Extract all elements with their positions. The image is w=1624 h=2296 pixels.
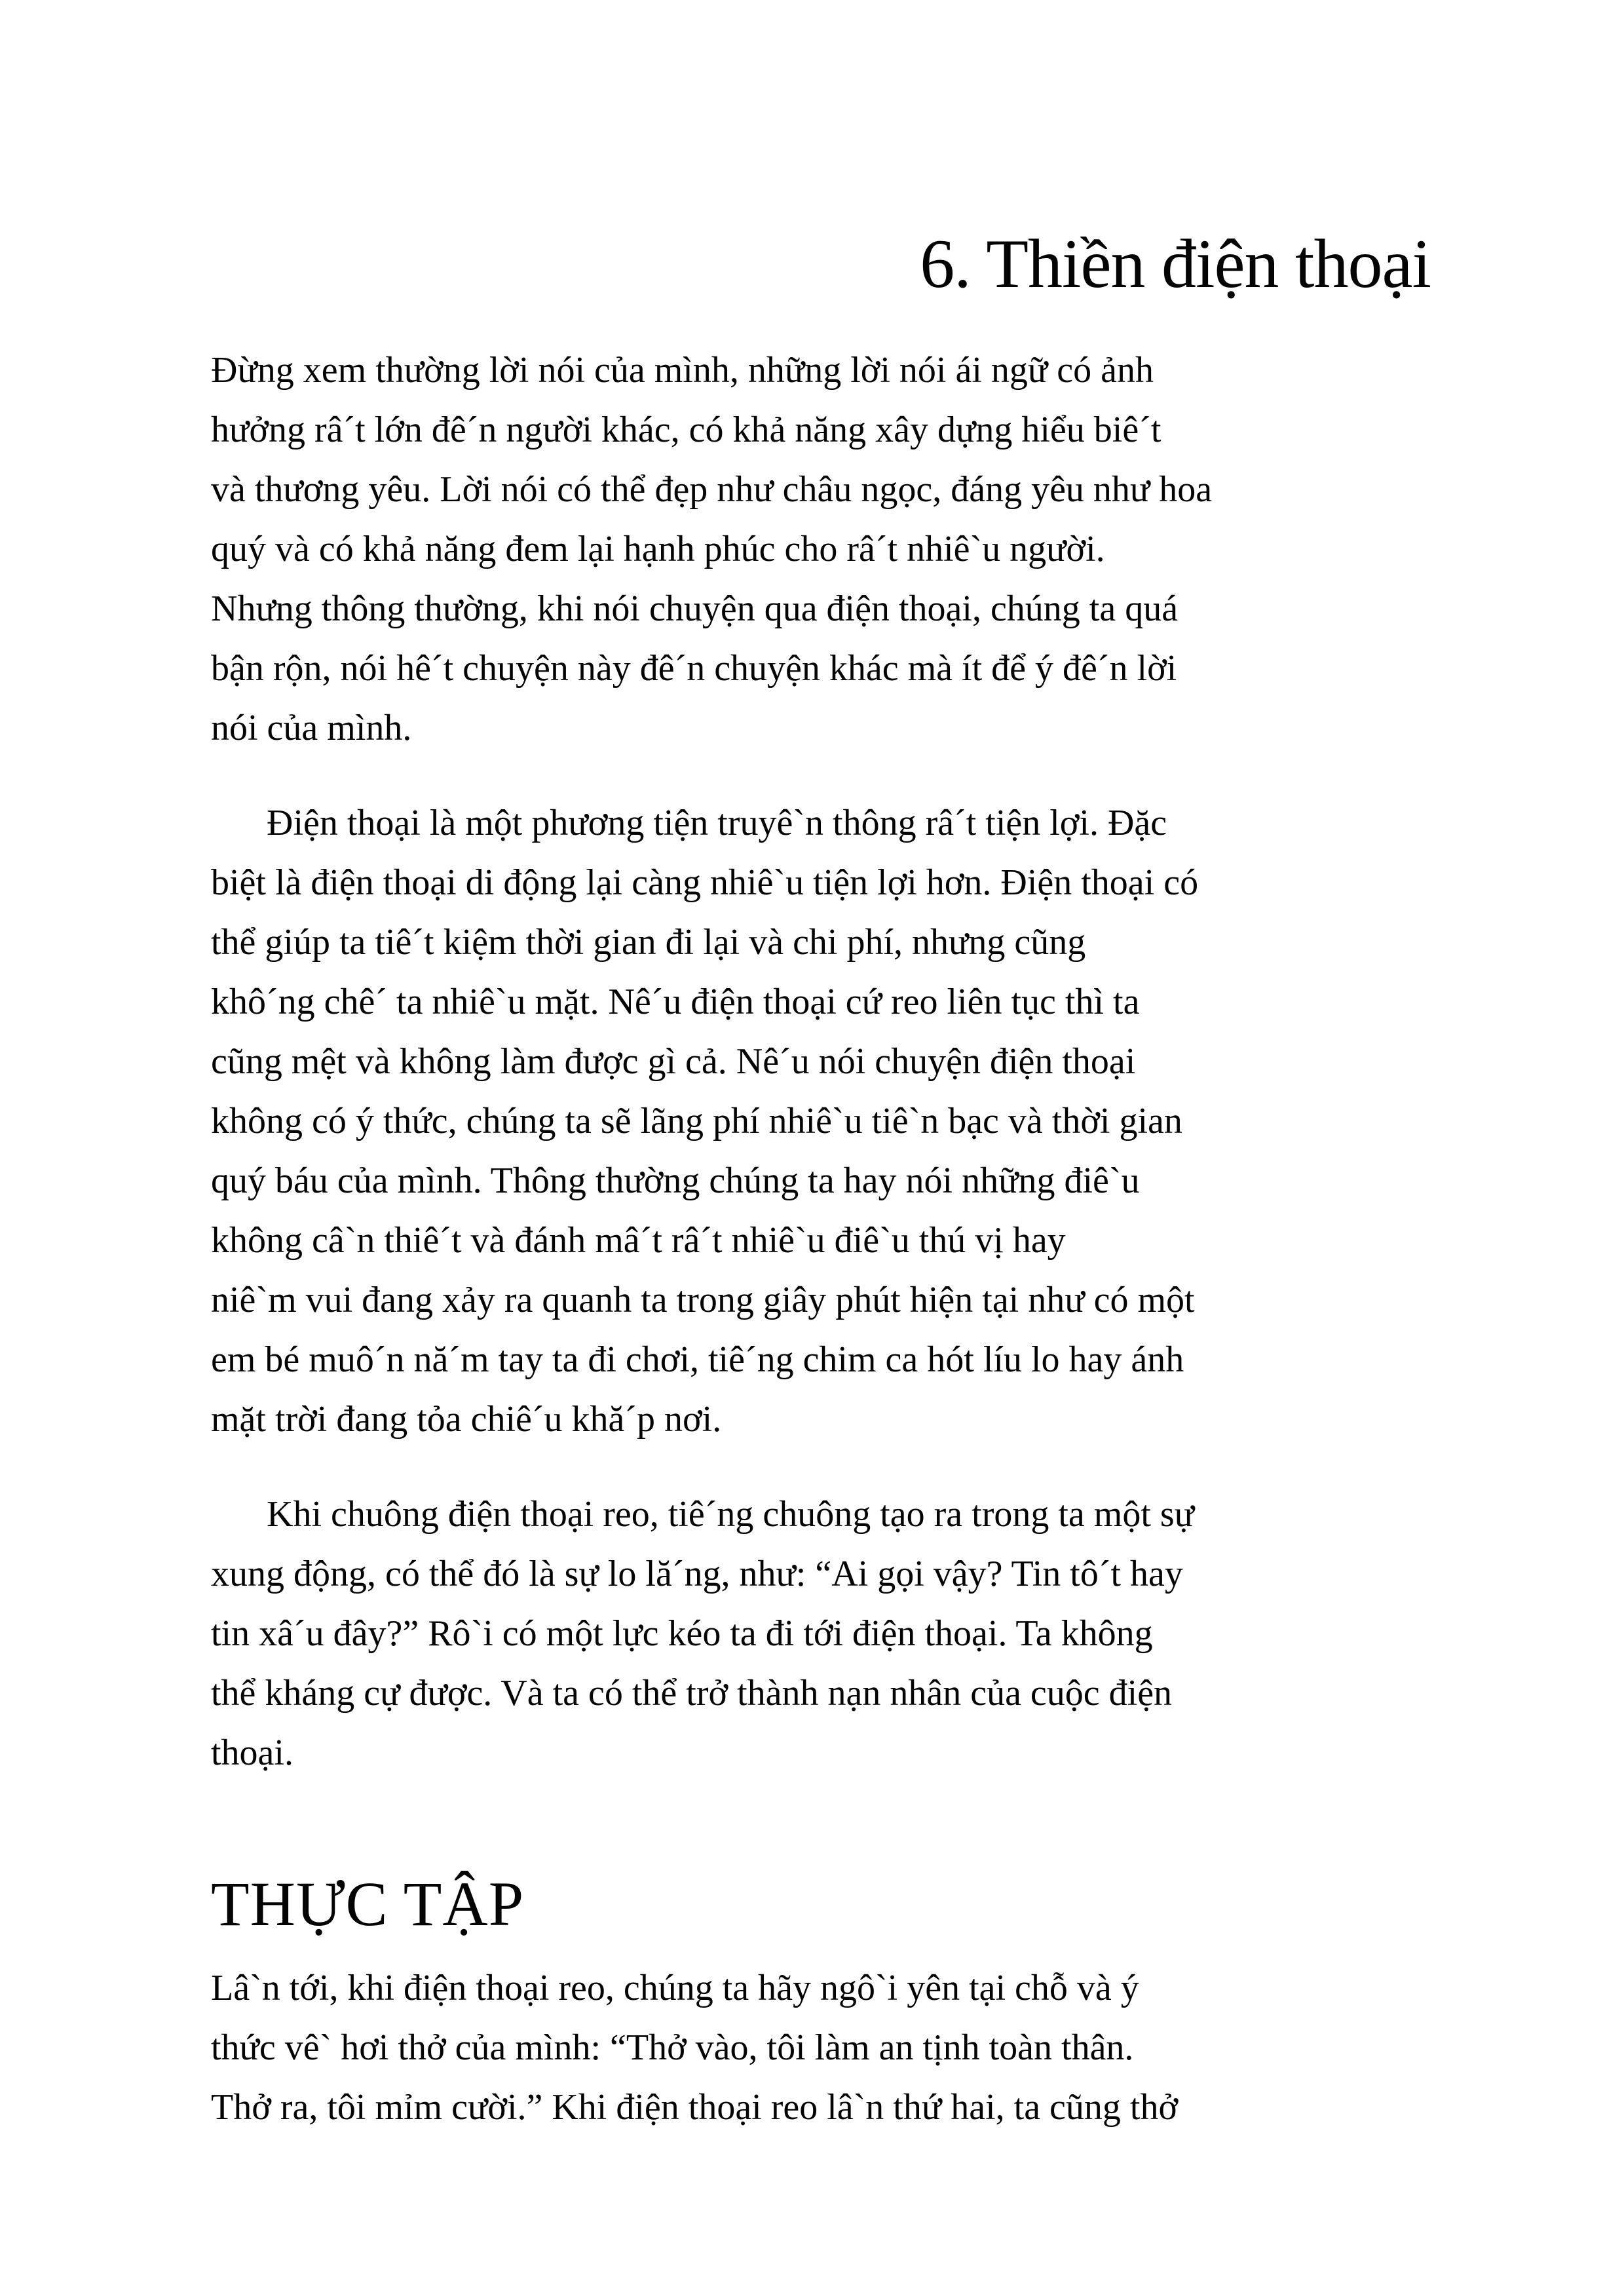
paragraph [211,341,1431,758]
text-line: bận rộn, nói hê´t chuyện này đê´n chuyện khác mà ít để ý đê´n lời [211,647,1177,689]
text-line: thức vê` hơi thở của mình: “Thở vào, tôi làm an tịnh toàn thân. [211,2027,1134,2068]
section-heading: THỰC TẬP [211,1868,525,1939]
text-line: và thương yêu. Lời nói có thể đẹp như châu ngọc, đáng yêu như hoa [211,469,1213,510]
text-line: thể kháng cự được. Và ta có thể trở thành nạn nhân của cuộc điện [211,1672,1173,1713]
text-line: quý và có khả năng đem lại hạnh phúc cho râ´t nhiê`u người. [211,528,1105,569]
text-line: Đừng xem thường lời nói của mình, những lời nói ái ngữ có ảnh [211,349,1154,391]
text-line: biệt là điện thoại di động lại càng nhiê`u tiện lợi hơn. Điện thoại có [211,862,1199,903]
text-line: em bé muô´n nă´m tay ta đi chơi, tiê´ng chim ca hót líu lo hay ánh [211,1339,1184,1380]
text-line: Nhưng thông thường, khi nói chuyện qua điện thoại, chúng ta quá [211,588,1179,629]
text-line: Lâ`n tới, khi điện thoại reo, chúng ta hãy ngô`i yên tại chỗ và ý [211,1967,1139,2008]
chapter-title: 6. Thiền điện thoại [920,225,1431,302]
text-line: cũng mệt và không làm được gì cả. Nê´u nói chuyện điện thoại [211,1041,1136,1082]
text-line: không câ`n thiê´t và đánh mâ´t râ´t nhiê`u điê`u thú vị hay [211,1219,1066,1261]
text-line: niê`m vui đang xảy ra quanh ta trong giây phút hiện tại như có một [211,1279,1195,1320]
paragraph [211,794,1431,1449]
text-line: quý báu của mình. Thông thường chúng ta hay nói những điê`u [211,1160,1140,1201]
text-line: tin xâ´u đây?” Rô`i có một lực kéo ta đi tới điện thoại. Ta không [211,1613,1153,1654]
text-line: Thở ra, tôi mỉm cười.” Khi điện thoại reo lâ`n thứ hai, ta cũng thở [211,2086,1179,2128]
text-line: xung động, có thể đó là sự lo lă´ng, như: “Ai gọi vậy? Tin tô´t hay [211,1553,1183,1594]
text-line: Điện thoại là một phương tiện truyê`n thông râ´t tiện lợi. Đặc [267,802,1167,843]
text-line: nói của mình. [211,707,412,748]
paragraph [211,1485,1431,1783]
text-line: thoại. [211,1732,293,1773]
body-paragraphs [211,341,1431,1783]
text-line: khô´ng chê´ ta nhiê`u mặt. Nê´u điện thoại cứ reo liên tục thì ta [211,981,1140,1022]
practice-paragraphs [211,1959,1431,2137]
text-column [211,0,1431,2137]
text-line: không có ý thức, chúng ta sẽ lãng phí nhiê`u tiê`n bạc và thời gian [211,1100,1182,1141]
paragraph [211,1959,1431,2137]
text-line: mặt trời đang tỏa chiê´u khă´p nơi. [211,1398,722,1440]
text-line: hưởng râ´t lớn đê´n người khác, có khả năng xây dựng hiểu biê´t [211,409,1161,450]
text-line: thể giúp ta tiê´t kiệm thời gian đi lại và chi phí, nhưng cũng [211,921,1086,963]
text-line: Khi chuông điện thoại reo, tiê´ng chuông tạo ra trong ta một sự [267,1493,1195,1535]
